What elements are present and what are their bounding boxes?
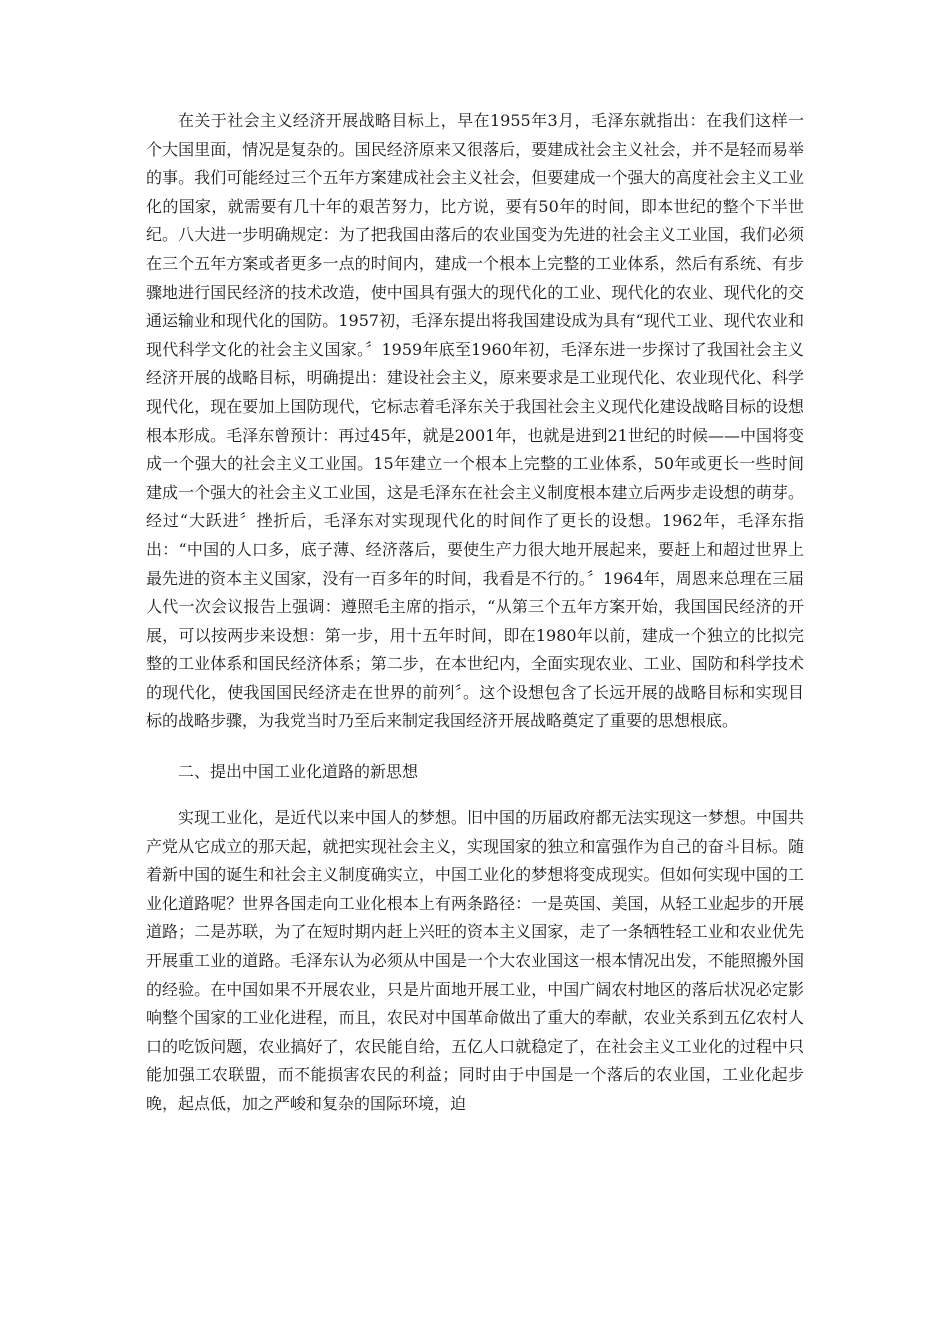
- document-page: [146, 107, 804, 1119]
- section-heading: 二、提出中国工业化道路的新思想: [178, 762, 419, 782]
- body-paragraph-2: 实现工业化，是近代以来中国人的梦想。旧中国的历届政府都无法实现这一梦想。中国共产党从它成立的那天起，就把实现社会主义，实现国家的独立和富强作为自己的奋斗目标。随着新中国的诞生和社会主义制度确实立，中国工业化的梦想将变成现实。但如何实现中国的工业化道路呢？世界各国走向工业化根本上有两条路径：一是英国、美国，从轻工业起步的开展道路；二是苏联，为了在短时期内赶上兴旺的资本主义国家，走了一条牺牲轻工业和农业优先开展重工业的道路。毛泽东认为必须从中国是一个大农业国这一根本情况出发，不能照搬外国的经验。在中国如果不开展农业，只是片面地开展工业，中国广阔农村地区的落后状况必定影响整个国家的工业化进程，而且，农民对中国革命做出了重大的奉献，农业关系到五亿农村人口的吃饭问题，农业搞好了，农民能自给，五亿人口就稳定了，在社会主义工业化的过程中只能加强工农联盟，而不能损害农民的利益；同时由于中国是一个落后的农业国，工业化起步晚，起点低，加之严峻和复杂的国际环境，迫: [146, 808, 804, 1113]
- body-paragraph-1: 在关于社会主义经济开展战略目标上，早在1955年3月，毛泽东就指出：在我们这样一个大国里面，情况是复杂的。国民经济原来又很落后，要建成社会主义社会，并不是轻而易举的事。我们可能经过三个五年方案建成社会主义社会，但要建成一个强大的高度社会主义工业化的国家，就需要有几十年的艰苦努力，比方说，要有50年的时间，即本世纪的整个下半世纪。八大进一步明确规定：为了把我国由落后的农业国变为先进的社会主义工业国，我们必须在三个五年方案或者更多一点的时间内，建成一个根本上完整的工业体系，然后有系统、有步骤地进行国民经济的技术改造，使中国具有强大的现代化的工业、现代化的农业、现代化的交通运输业和现代化的国防。1957初，毛泽东提出将我国建设成为具有“现代工业、现代农业和现代科学文化的社会主义国家。〞1959年底至1960年初，毛泽东进一步探讨了我国社会主义经济开展的战略目标，明确提出：建设社会主义，原来要求是工业现代化、农业现代化、科学现代化，现在要加上国防现代，它标志着毛泽东关于我国社会主义现代化建设战略目标的设想根本形成。毛泽东曾预计：再过45年，就是2001年，也就是进到21世纪的时候——中国将变成一个强大的社会主义工业国。15年建立一个根本上完整的工业体系，50年或更长一些时间建成一个强大的社会主义工业国，这是毛泽东在社会主义制度根本建立后两步走设想的萌芽。经过“大跃进〞挫折后，毛泽东对实现现代化的时间作了更长的设想。1962年，毛泽东指出：“中国的人口多，底子薄、经济落后，要使生产力很大地开展起来，要赶上和超过世界上最先进的资本主义国家，没有一百多年的时间，我看是不行的。〞1964年，周恩来总理在三届人代一次会议报告上强调：遵照毛主席的指示，“从第三个五年方案开始，我国国民经济的开展，可以按两步来设想：第一步，用十五年时间，即在1980年以前，建成一个独立的比拟完整的工业体系和国民经济体系；第二步，在本世纪内，全面实现农业、工业、国防和科学技术的现代化，使我国国民经济走在世界的前列〞。这个设想包含了长远开展的战略目标和实现目标的战略步骤，为我党当时乃至后来制定我国经济开展战略奠定了重要的思想根底。: [146, 111, 804, 731]
